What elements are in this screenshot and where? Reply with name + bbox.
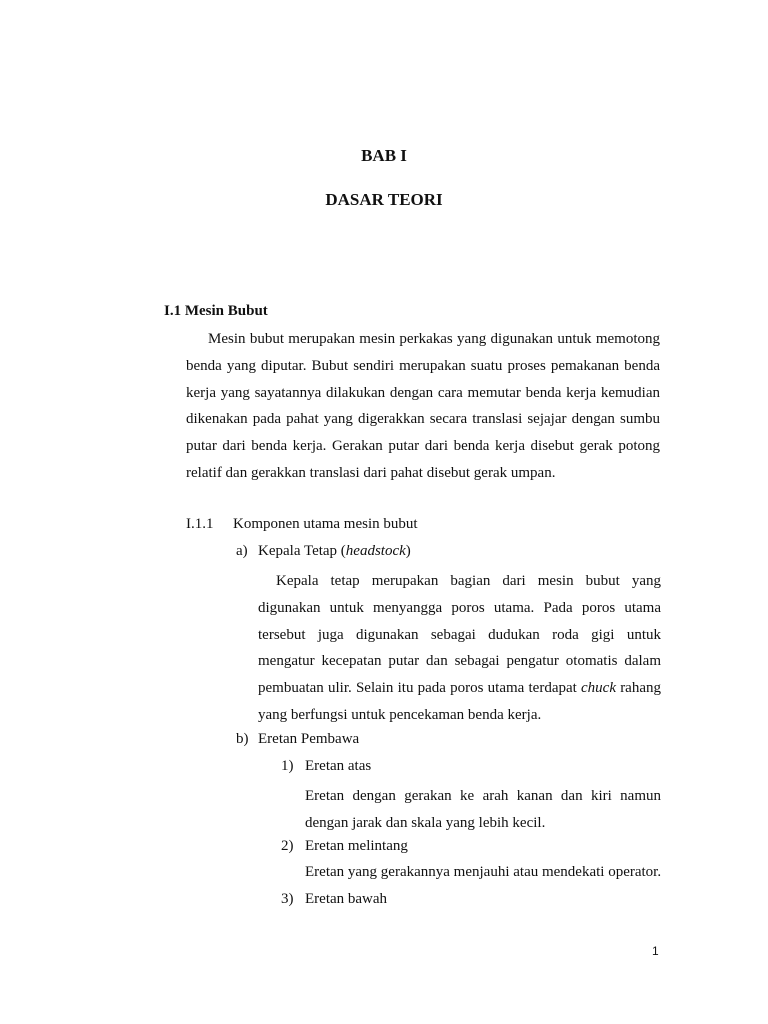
section-paragraph bbox=[186, 326, 660, 487]
subitem-1-label: Eretan atas bbox=[305, 758, 372, 774]
item-a-label-prefix: Kepala Tetap ( bbox=[258, 543, 346, 559]
subsection-number: I.1.1 bbox=[186, 516, 214, 532]
item-b-marker: b) bbox=[236, 731, 249, 747]
item-a-paragraph-text bbox=[258, 568, 661, 729]
subitem-2-label: Eretan melintang bbox=[305, 838, 408, 854]
subitem-3-marker: 3) bbox=[281, 891, 294, 907]
section-paragraph-text: Mesin bubut merupakan mesin perkakas yang digunakan untuk memotong benda yang diputar. Bubut sendiri merupakan suatu proses pemakanan benda kerja yang sayatannya dilakukan dengan cara memutar benda kerja kemudian dikenakan pada pahat yang digerakkan secara translasi sejajar dengan sumbu putar dari benda kerja. Gerakan putar dari benda kerja disebut gerak potong relatif dan gerakkan translasi dari pahat disebut gerak umpan. bbox=[186, 331, 660, 481]
subitem-2-marker: 2) bbox=[281, 838, 294, 854]
subitem-1-marker: 1) bbox=[281, 758, 294, 774]
item-a-text-before: Kepala tetap merupakan bagian dari mesin bubut yang digunakan untuk menyangga poros utama. Pada poros utama tersebut juga digunakan sebagai dudukan roda gigi untuk mengatur kecepatan putar dan sebagai pengatur otomatis dalam pembuatan ulir. Selain itu pada poros utama terdapat bbox=[258, 573, 661, 697]
subsection-title: Komponen utama mesin bubut bbox=[233, 516, 418, 532]
item-a-label bbox=[258, 543, 411, 560]
subitem-1-desc-text: Eretan dengan gerakan ke arah kanan dan kiri namun dengan jarak dan skala yang lebih kecil. bbox=[305, 788, 661, 831]
chapter-number: BAB I bbox=[361, 146, 407, 165]
subitem-3-label: Eretan bawah bbox=[305, 891, 388, 907]
item-a-label-italic: headstock bbox=[345, 543, 406, 559]
item-a-marker: a) bbox=[236, 543, 248, 559]
item-a-text-after: rahang yang berfungsi untuk pencekaman benda kerja. bbox=[258, 680, 661, 723]
chapter-title: DASAR TEORI bbox=[325, 190, 443, 209]
page-number: 1 bbox=[652, 944, 659, 958]
item-a-text-italic: chuck bbox=[581, 680, 616, 697]
section-heading: I.1 Mesin Bubut bbox=[164, 303, 268, 319]
item-a-paragraph bbox=[258, 568, 661, 729]
item-b-label: Eretan Pembawa bbox=[258, 731, 360, 747]
item-a-label-suffix: ) bbox=[405, 543, 411, 559]
subitem-2-desc: Eretan yang gerakannya menjauhi atau mendekati operator. bbox=[305, 864, 662, 880]
subitem-1-desc bbox=[305, 783, 661, 837]
